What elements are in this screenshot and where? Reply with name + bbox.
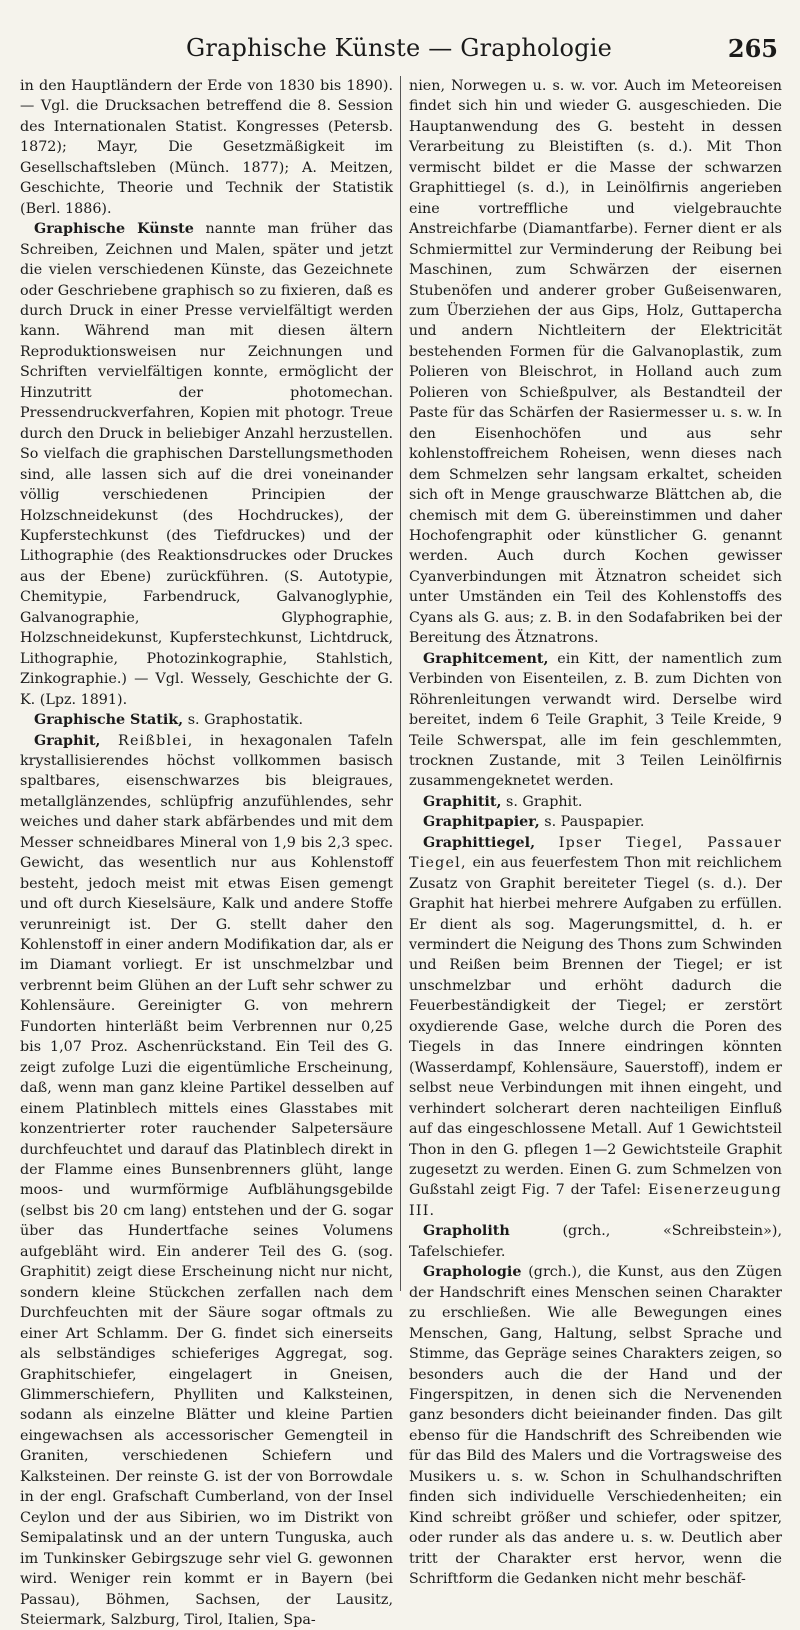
entry-crossref: Eisenerzeugung III. bbox=[409, 1182, 782, 1218]
entry-headword: Grapholith bbox=[423, 1223, 510, 1239]
entry-headword: Graphologie bbox=[423, 1264, 521, 1280]
entry-graphische-statik bbox=[20, 710, 393, 730]
entry-graphit bbox=[20, 731, 393, 1630]
entry-text: s. Pauspapier. bbox=[540, 814, 645, 830]
entry-text: nannte man früher das Schreiben, Zeichnen und Malen, später und jetzt die vielen verschiedenen Künste, das Gezeichnete oder Geschriebene graphisch so zu fixieren, daß es durch Druck in einer Presse vervielfältigt werden kann. Während man mit diesen ältern Reproduktionsweisen nur Zeichnungen und Schriften vervielfältigen konnte, ermöglicht der Hinzutritt der photomechan. Pressendruckverfahren, Kopien mit photogr. Treue durch den Druck in beliebiger Anzahl herzustellen. So vielfach die graphischen Darstellungsmethoden sind, alle lassen sich auf die drei voneinander völlig verschiedenen Principien der Holzschneidekunst (des Hochdruckes), der Kupferstechkunst (des Tiefdruckes) und der Lithographie (des Reaktionsdruckes oder Druckes aus der Ebene) zurückführen. (S. Autotypie, Chemitypie, Farbendruck, Galvanoglyphie, Galvanographie, Glyphographie, Holzschneidekunst, Kupferstechkunst, Lichtdruck, Lithographie, Photozinkographie, Stahlstich, Zinkographie.) — Vgl. Wessely, Geschichte der G. K. (Lpz. 1891). bbox=[20, 221, 393, 707]
entry-text: s. Graphostatik. bbox=[183, 712, 303, 728]
entry-graphologie bbox=[409, 1262, 782, 1589]
entry-text: in hexagonalen Tafeln krystallisierendes höchst vollkommen basisch spaltbares, eisenschwarzes bis bleigraues, metallglänzendes, schlüpfrig anzufühlendes, sehr weiches und daher stark abfärbendes und mit dem Messer schneidbares Mineral von 1,9 bis 2,3 spec. Gewicht, das wesentlich nur aus Kohlenstoff besteht, jedoch meist mit etwas Eisen gemengt und oft durch Kieselsäure, Kalk und andere Stoffe verunreinigt ist. Der G. stellt daher den Kohlenstoff in einer andern Modifikation dar, als er im Diamant vorliegt. Er ist unschmelzbar und verbrennt beim Glühen an der Luft sehr schwer zu Kohlensäure. Gereinigter G. von mehrern Fundorten hinterläßt beim Verbrennen nur 0,25 bis 1,07 Proz. Aschenrückstand. Ein Teil des G. zeigt zufolge Luzi die eigentümliche Erscheinung, daß, wenn man ganz kleine Partikel desselben auf einem Platinblech mittels eines Glasstabes mit konzentrierter roter rauchender Salpetersäure durchfeuchtet und darauf das Platinblech direkt in der Flamme eines Bunsenbrenners glüht, lange moos- und wurmförmige Aufblähungsgebilde (selbst bis 20 cm lang) entstehen und der G. sogar über das Hundertfache seines Volumens aufgebläht wird. Ein anderer Teil des G. (sog. Graphitit) zeigt diese Erscheinung nicht nur nicht, sondern kleine Stückchen zerfallen nach dem Durchfeuchten mit der Säure sogar oftmals zu einer Art Schlamm. Der G. findet sich einerseits als selbständiges schieferiges Aggregat, sog. Graphitschiefer, eingelagert in Gneisen, Glimmerschiefern, Phylliten und Kalksteinen, sodann als einzelne Blätter und kleine Partien eingewachsen als accessorischer Gemengteil in Graniten, verschiedenen Schiefern und Kalksteinen. Der reinste G. ist der von Borrowdale in der engl. Grafschaft Cumberland, von der Insel Ceylon und der aus Sibirien, wo im Distrikt von Semipalatinsk und an der untern Tunguska, auch im Tunkinsker Gebirgszuge sehr viel G. gewonnen wird. Weniger rein kommt er in Bayern (bei Passau), Böhmen, Sachsen, der Lausitz, Steiermark, Salzburg, Tirol, Italien, Spa- bbox=[20, 733, 393, 1628]
entry-graphitpapier bbox=[409, 812, 782, 832]
page-number: 265 bbox=[728, 34, 778, 63]
entry-text: ein aus feuerfestem Thon mit reichlichem Zusatz von Graphit bereiteter Tiegel (s. d.). Der Graphit hat hierbei mehrere Aufgaben zu erfüllen. Er dient als sog. Magerungsmittel, d. h. er vermindert die Neigung des Thons zum Schwinden und Reißen beim Brennen der Tiegel; er ist unschmelzbar und erhöht dadurch die Feuerbeständigkeit der Tiegel; er zerstört oxydierende Gase, welche durch die Poren des Tiegels in das Innere eindringen könnten (Wasserdampf, Kohlensäure, Sauerstoff), indem er selbst neue Verbindungen mit ihnen eingeht, und verhindert solcherart deren nachteiligen Einfluß auf das eingeschlossene Metall. Auf 1 Gewichtsteil Thon in den G. pflegen 1—2 Gewichtsteile Graphit zugesetzt zu werden. Einen G. zum Schmelzen von Gußstahl zeigt Fig. 7 der Tafel: bbox=[409, 855, 782, 1198]
entry-graphische-kuenste bbox=[20, 219, 393, 710]
entry-text: (grch., «Schreibstein»), Tafelschiefer. bbox=[409, 1223, 782, 1259]
continuation-paragraph: in den Hauptländern der Erde von 1830 bis 1890). — Vgl. die Drucksachen betreffend die 8. Session des Internationalen Statist. Kongresses (Petersb. 1872); Mayr, Die Gesetzmäßigkeit im Gesellschaftsleben (Münch. 1877); A. Meitzen, Geschichte, Theorie und Technik der Statistik (Berl. 1886). bbox=[20, 76, 393, 219]
entry-text: ein Kitt, der namentlich zum Verbinden von Eisenteilen, z. B. zum Dichten von Röhrenleitungen verwandt wird. Derselbe wird bereitet, indem 6 Teile Graphit, 3 Teile Kreide, 9 Teile Schwerspat, alle im fein geschlemmten, trocknen Zustande, mit 3 Teilen Leinölfirnis zusammengeknetet werden. bbox=[409, 651, 782, 790]
column-divider bbox=[400, 76, 401, 1291]
continuation-paragraph: nien, Norwegen u. s. w. vor. Auch im Meteoreisen findet sich hin und wieder G. ausgeschieden. Die Hauptanwendung des G. besteht in dessen Verarbeitung zu Bleistiften (s. d.). Mit Thon vermischt bildet er die Masse der schwarzen Graphittiegel (s. d.), in Leinölfirnis angerieben eine vortreffliche und vielgebrauchte Anstreichfarbe (Diamantfarbe). Ferner dient er als Schmiermittel zur Verminderung der Reibung bei Maschinen, zum Schwärzen der eisernen Stubenöfen und anderer grober Gußeisenwaren, zum Überziehen der aus Gips, Holz, Guttapercha und andern Nichtleitern der Elektricität bestehenden Formen für die Galvanoplastik, zum Polieren von Bleischrot, in Holland auch zum Polieren von Schießpulver, als Bestandteil der Paste für das Schärfen der Rasiermesser u. s. w. In den Eisenhochöfen und aus sehr kohlenstoffreichem Roheisen, wenn dieses nach dem Schmelzen sehr langsam erkaltet, scheiden sich oft in Menge grauschwarze Blättchen ab, die chemisch mit dem G. übereinstimmen und daher Hochofengraphit oder künstlicher G. genannt werden. Auch durch Kochen gewisser Cyanverbindungen mit Ätznatron scheidet sich unter Umständen ein Teil des Kohlenstoffs des Cyans als G. aus; z. B. in den Sodafabriken bei der Bereitung des Ätznatrons. bbox=[409, 76, 782, 649]
right-column bbox=[409, 76, 782, 1291]
running-title: Graphische Künste — Graphologie bbox=[20, 34, 778, 62]
entry-graphittiegel bbox=[409, 833, 782, 1222]
entry-grapholith bbox=[409, 1221, 782, 1262]
entry-headword: Graphit, bbox=[34, 733, 100, 749]
entry-graphitcement bbox=[409, 649, 782, 792]
entry-synonym: Ipser Tiegel, Passauer Tiegel, bbox=[409, 835, 782, 871]
entry-headword: Graphitcement, bbox=[423, 651, 548, 667]
left-column bbox=[20, 76, 393, 1291]
entry-graphitit bbox=[409, 792, 782, 812]
running-head bbox=[20, 30, 778, 70]
entry-text: s. Graphit. bbox=[501, 794, 582, 810]
entry-synonym: Reißblei, bbox=[100, 733, 193, 749]
entry-headword: Graphische Künste bbox=[34, 221, 194, 237]
entry-headword: Graphitit, bbox=[423, 794, 501, 810]
entry-headword: Graphittiegel, bbox=[423, 835, 535, 851]
entry-headword: Graphitpapier, bbox=[423, 814, 540, 830]
entry-text: (grch.), die Kunst, aus den Zügen der Handschrift eines Menschen seinen Charakter zu erschließen. Wie alle Bewegungen eines Menschen, Gang, Haltung, selbst Sprache und Stimme, das Gepräge seines Charakters zeigen, so besonders auch die der Hand und der Fingerspitzen, in denen sich die Nervenenden ganz besonders dicht beieinander finden. Das gilt ebenso für die Handschrift des Schreibenden wie für das Bild des Malers und die Vortragsweise des Musikers u. s. w. Schon in Schulhandschriften finden sich individuelle Verschiedenheiten; ein Kind schreibt größer und schiefer, oder spitzer, oder runder als das andere u. s. w. Deutlich aber tritt der Charakter erst hervor, wenn die Schriftform die Gedanken nicht mehr beschäf- bbox=[409, 1264, 782, 1587]
entry-headword: Graphische Statik, bbox=[34, 712, 183, 728]
